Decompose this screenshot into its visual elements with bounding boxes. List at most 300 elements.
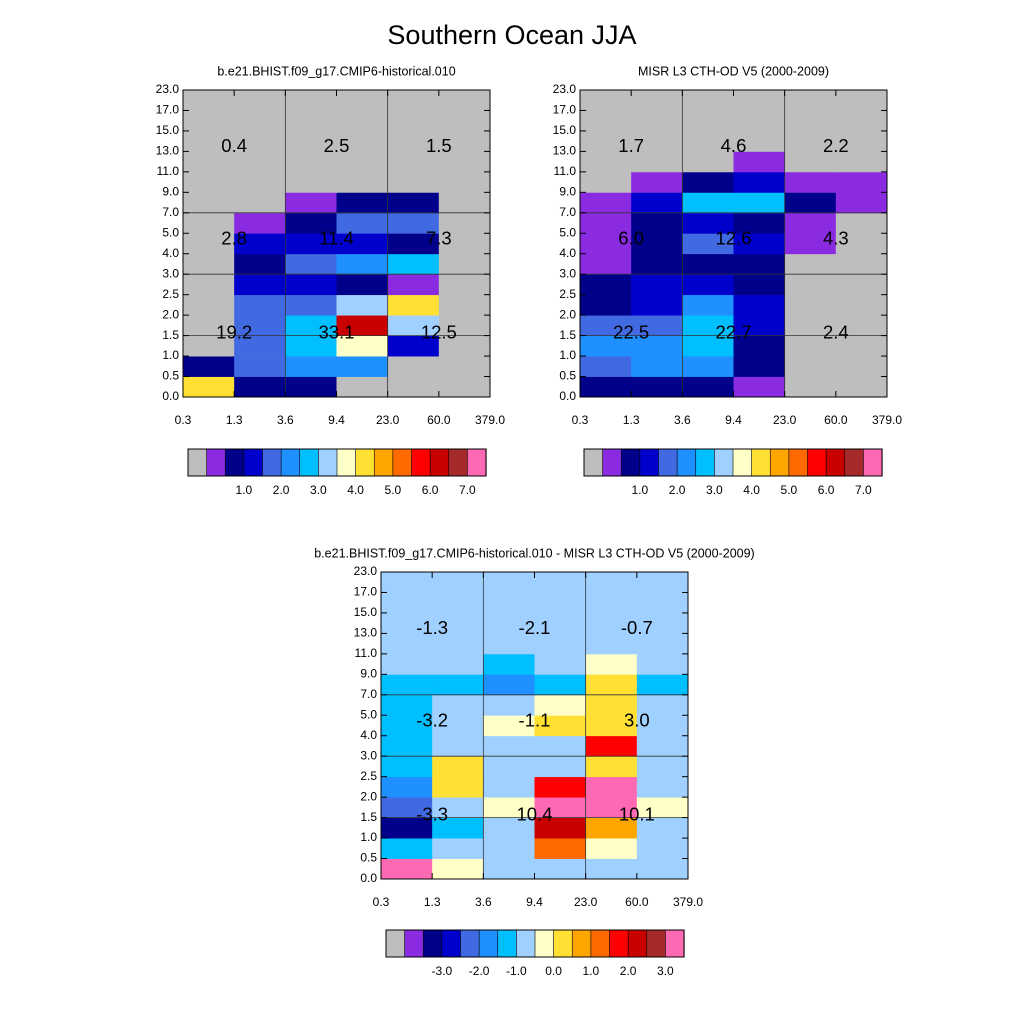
- heatmap-cell: [836, 172, 888, 193]
- colorbar-swatch: [300, 449, 319, 476]
- y-tick-label: 1.5: [162, 327, 179, 342]
- y-tick-label: 1.0: [360, 830, 377, 845]
- heatmap-cell: [785, 90, 837, 111]
- cell-annotation: 19.2: [216, 321, 253, 343]
- colorbar-label: 4.0: [347, 483, 364, 498]
- cell-annotation: 4.6: [720, 135, 747, 157]
- y-tick-label: 23.0: [353, 564, 377, 579]
- heatmap-cell: [785, 274, 837, 295]
- heatmap-cell: [381, 838, 433, 859]
- colorbar-swatch: [467, 449, 486, 476]
- heatmap-cell: [586, 859, 638, 880]
- x-tick-label: 0.3: [372, 895, 390, 910]
- heatmap-cell: [631, 377, 683, 398]
- colorbar-swatch: [665, 930, 684, 957]
- y-tick-label: 13.0: [155, 143, 179, 158]
- cell-annotation: 10.1: [618, 803, 655, 825]
- x-tick-label: 3.6: [276, 413, 294, 428]
- heatmap-cell: [388, 295, 440, 316]
- heatmap-cell: [586, 756, 638, 777]
- y-tick-label: 0.0: [162, 389, 179, 404]
- heatmap-cell: [631, 356, 683, 377]
- heatmap-cell: [836, 110, 888, 131]
- heatmap-cell: [637, 838, 689, 859]
- heatmap-cell: [337, 90, 389, 111]
- colorbar-swatch: [337, 449, 356, 476]
- heatmap-cell: [388, 110, 440, 131]
- y-tick-label: 5.0: [360, 707, 377, 722]
- colorbar-swatch: [356, 449, 375, 476]
- cell-annotation: 22.5: [613, 321, 650, 343]
- cell-annotation: -3.2: [416, 709, 449, 731]
- colorbar-label: 7.0: [459, 483, 476, 498]
- x-tick-label: 0.3: [174, 413, 192, 428]
- heatmap-cell: [586, 736, 638, 757]
- heatmap-cell: [483, 592, 535, 613]
- heatmap-cell: [483, 572, 535, 593]
- x-tick-label: 60.0: [427, 413, 451, 428]
- heatmap-cell: [586, 777, 638, 798]
- panel-title-obs: MISR L3 CTH-OD V5 (2000-2009): [637, 64, 830, 79]
- heatmap-cell: [580, 295, 632, 316]
- heatmap-cell: [388, 192, 440, 213]
- colorbar-swatch: [461, 930, 480, 957]
- heatmap-cell: [637, 592, 689, 613]
- heatmap-cell: [234, 254, 286, 275]
- heatmap-cell: [682, 295, 734, 316]
- heatmap-cell: [285, 254, 337, 275]
- heatmap-cell: [836, 356, 888, 377]
- colorbar-label: -1.0: [506, 964, 527, 979]
- heatmap-cell: [381, 859, 433, 880]
- heatmap-cell: [580, 356, 632, 377]
- heatmap-cell: [734, 295, 786, 316]
- x-tick-label: 1.3: [225, 413, 243, 428]
- heatmap-cell: [234, 274, 286, 295]
- y-tick-label: 1.5: [360, 809, 377, 824]
- cell-annotation: 7.3: [425, 227, 452, 249]
- heatmap-cell: [535, 756, 587, 777]
- heatmap-cell: [631, 172, 683, 193]
- x-tick-label: 1.3: [622, 413, 640, 428]
- heatmap-cell: [734, 90, 786, 111]
- heatmap-cell: [682, 110, 734, 131]
- heatmap-cell: [285, 192, 337, 213]
- heatmap-cell: [483, 674, 535, 695]
- colorbar-label: -3.0: [431, 964, 453, 979]
- y-tick-label: 2.0: [162, 307, 179, 322]
- heatmap-cell: [337, 274, 389, 295]
- colorbar-swatch: [412, 449, 431, 476]
- heatmap-cell: [580, 110, 632, 131]
- colorbar-swatch: [207, 449, 226, 476]
- colorbar-swatch: [374, 449, 393, 476]
- y-tick-label: 1.0: [559, 348, 576, 363]
- x-tick-label: 23.0: [573, 895, 598, 910]
- heatmap-cell: [432, 777, 484, 798]
- heatmap-cell: [631, 295, 683, 316]
- heatmap-cell: [439, 192, 491, 213]
- heatmap-cell: [580, 377, 632, 398]
- colorbar-swatch: [442, 930, 461, 957]
- y-tick-label: 4.0: [162, 245, 179, 260]
- colorbar-swatch: [430, 449, 449, 476]
- heatmap-cell: [631, 192, 683, 213]
- heatmap-cell: [586, 592, 638, 613]
- colorbar-swatch: [770, 449, 789, 476]
- cell-annotation: 10.4: [516, 803, 553, 825]
- heatmap-cell: [637, 654, 689, 675]
- heatmap-cell: [637, 736, 689, 757]
- heatmap-cell: [439, 254, 491, 275]
- panel-title-model: b.e21.BHIST.f09_g17.CMIP6-historical.010: [217, 64, 456, 79]
- heatmap-cell: [785, 192, 837, 213]
- y-tick-label: 2.5: [162, 286, 179, 301]
- heatmap-cell: [183, 90, 235, 111]
- cell-annotation: 1.7: [618, 135, 645, 157]
- heatmap-cell: [234, 377, 286, 398]
- cell-annotation: 3.0: [623, 709, 650, 731]
- x-tick-label: 3.6: [673, 413, 691, 428]
- colorbar-swatch: [449, 449, 468, 476]
- y-tick-label: 15.0: [353, 605, 377, 620]
- y-tick-label: 2.5: [360, 768, 377, 783]
- y-tick-label: 2.0: [360, 789, 377, 804]
- heatmap-cell: [586, 572, 638, 593]
- y-tick-label: 5.0: [162, 225, 179, 240]
- cell-annotation: -3.3: [416, 803, 449, 825]
- heatmap-cell: [432, 654, 484, 675]
- heatmap-cell: [682, 90, 734, 111]
- cell-annotation: -2.1: [518, 617, 551, 639]
- heatmap-cell: [439, 172, 491, 193]
- y-tick-label: 0.5: [162, 368, 179, 383]
- heatmap-cell: [439, 356, 491, 377]
- colorbar-swatch: [610, 930, 629, 957]
- heatmap-cell: [734, 254, 786, 275]
- heatmap-cell: [637, 674, 689, 695]
- heatmap-cell: [388, 90, 440, 111]
- colorbar-swatch: [188, 449, 207, 476]
- cell-annotation: 2.5: [323, 135, 350, 157]
- colorbar-swatch: [281, 449, 300, 476]
- colorbar-swatch: [516, 930, 535, 957]
- colorbar-label: 1.0: [235, 483, 253, 498]
- heatmap-cell: [234, 172, 286, 193]
- heatmap-cell: [183, 172, 235, 193]
- colorbar-swatch: [554, 930, 573, 957]
- colorbar-swatch: [584, 449, 603, 476]
- heatmap-cell: [483, 756, 535, 777]
- heatmap-cell: [785, 172, 837, 193]
- x-tick-label: 60.0: [824, 413, 848, 428]
- heatmap-cell: [432, 674, 484, 695]
- y-tick-label: 0.0: [559, 389, 576, 404]
- heatmap-cell: [836, 192, 888, 213]
- cell-annotation: 12.6: [715, 227, 752, 249]
- heatmap-cell: [734, 192, 786, 213]
- heatmap-cell: [535, 838, 587, 859]
- y-tick-label: 4.0: [559, 245, 576, 260]
- heatmap-cell: [337, 295, 389, 316]
- heatmap-cell: [586, 674, 638, 695]
- heatmap-cell: [337, 356, 389, 377]
- colorbar-label: 4.0: [743, 483, 760, 498]
- heatmap-cell: [631, 254, 683, 275]
- x-tick-label: 0.3: [571, 413, 589, 428]
- heatmap-cell: [285, 356, 337, 377]
- colorbar-swatch: [677, 449, 696, 476]
- heatmap-cell: [183, 254, 235, 275]
- colorbar-swatch: [752, 449, 771, 476]
- heatmap-cell: [586, 838, 638, 859]
- colorbar-swatch: [845, 449, 864, 476]
- heatmap-cell: [432, 592, 484, 613]
- y-tick-label: 13.0: [552, 143, 576, 158]
- heatmap-cell: [234, 90, 286, 111]
- colorbar-label: -2.0: [468, 964, 490, 979]
- heatmap-cell: [432, 859, 484, 880]
- heatmap-cell: [580, 90, 632, 111]
- heatmap-cell: [580, 172, 632, 193]
- heatmap-cell: [439, 274, 491, 295]
- cell-annotation: 2.4: [822, 321, 849, 343]
- y-tick-label: 17.0: [552, 102, 576, 117]
- heatmap-cell: [381, 736, 433, 757]
- colorbar-swatch: [498, 930, 517, 957]
- heatmap-cell: [682, 377, 734, 398]
- heatmap-cell: [836, 274, 888, 295]
- panel-title-difference: b.e21.BHIST.f09_g17.CMIP6-historical.010 - MISR L3 CTH-OD V5 (2000-2009): [314, 546, 755, 561]
- heatmap-cell: [388, 172, 440, 193]
- heatmap-cell: [337, 172, 389, 193]
- heatmap-cell: [734, 110, 786, 131]
- cell-annotation: 11.4: [319, 227, 354, 249]
- y-tick-label: 7.0: [559, 204, 576, 219]
- heatmap-cell: [285, 172, 337, 193]
- y-tick-label: 15.0: [155, 123, 179, 138]
- colorbar-swatch: [733, 449, 752, 476]
- heatmap-cell: [234, 110, 286, 131]
- y-tick-label: 1.0: [162, 348, 179, 363]
- colorbar-label: 2.0: [619, 964, 637, 979]
- colorbar-label: 6.0: [817, 483, 835, 498]
- heatmap-cell: [637, 756, 689, 777]
- cell-annotation: 22.7: [715, 321, 752, 343]
- cell-annotation: 4.3: [822, 227, 849, 249]
- heatmap-cell: [785, 295, 837, 316]
- heatmap-cell: [381, 572, 433, 593]
- heatmap-cell: [285, 377, 337, 398]
- heatmap-cell: [734, 172, 786, 193]
- heatmap-cell: [682, 356, 734, 377]
- y-tick-label: 23.0: [155, 82, 179, 97]
- heatmap-cell: [682, 172, 734, 193]
- heatmap-cell: [432, 736, 484, 757]
- heatmap-cell: [631, 90, 683, 111]
- y-tick-label: 11.0: [156, 164, 179, 179]
- heatmap-cell: [836, 254, 888, 275]
- colorbar-swatch: [714, 449, 733, 476]
- cell-annotation: 2.2: [822, 135, 849, 157]
- heatmap-cell: [381, 654, 433, 675]
- heatmap-cell: [785, 254, 837, 275]
- heatmap-cell: [483, 859, 535, 880]
- heatmap-cell: [682, 192, 734, 213]
- y-tick-label: 0.0: [360, 871, 377, 886]
- heatmap-cell: [337, 110, 389, 131]
- heatmap-cell: [439, 110, 491, 131]
- colorbar-swatch: [405, 930, 424, 957]
- x-tick-label: 9.4: [526, 895, 543, 910]
- colorbar-swatch: [603, 449, 622, 476]
- heatmap-cell: [535, 674, 587, 695]
- x-tick-label: 379.0: [871, 413, 903, 428]
- heatmap-cell: [586, 654, 638, 675]
- heatmap-cell: [836, 295, 888, 316]
- heatmap-cell: [535, 654, 587, 675]
- y-tick-label: 7.0: [360, 686, 377, 701]
- colorbar-swatch: [659, 449, 678, 476]
- colorbar-label: 0.0: [545, 964, 562, 979]
- heatmap-cell: [285, 274, 337, 295]
- heatmap-cell: [535, 859, 587, 880]
- heatmap-cell: [388, 254, 440, 275]
- heatmap-cell: [483, 838, 535, 859]
- x-tick-label: 3.6: [474, 895, 492, 910]
- heatmap-cell: [388, 356, 440, 377]
- colorbar-swatch: [423, 930, 442, 957]
- heatmap-cell: [785, 377, 837, 398]
- heatmap-cell: [439, 377, 491, 398]
- y-tick-label: 0.5: [360, 850, 377, 865]
- x-tick-label: 9.4: [725, 413, 742, 428]
- colorbar-swatch: [572, 930, 591, 957]
- heatmap-cell: [637, 572, 689, 593]
- heatmap-cell: [183, 295, 235, 316]
- colorbar-label: 2.0: [668, 483, 686, 498]
- y-tick-label: 3.0: [360, 748, 377, 763]
- colorbar-swatch: [808, 449, 827, 476]
- x-tick-label: 379.0: [672, 895, 704, 910]
- y-tick-label: 4.0: [360, 727, 377, 742]
- heatmap-cell: [483, 654, 535, 675]
- heatmap-cell: [785, 110, 837, 131]
- heatmap-cell: [337, 192, 389, 213]
- y-tick-label: 0.5: [559, 368, 576, 383]
- heatmap-cell: [183, 356, 235, 377]
- colorbar-swatch: [225, 449, 244, 476]
- colorbar-label: 7.0: [855, 483, 872, 498]
- heatmap-cell: [836, 377, 888, 398]
- heatmap-cell: [637, 859, 689, 880]
- heatmap-cell: [631, 274, 683, 295]
- heatmap-cell: [535, 572, 587, 593]
- colorbar-label: 1.0: [582, 964, 600, 979]
- colorbar-swatch: [826, 449, 845, 476]
- cell-annotation: -0.7: [620, 617, 653, 639]
- heatmap-cell: [580, 254, 632, 275]
- y-tick-label: 11.0: [354, 646, 377, 661]
- heatmap-cell: [836, 90, 888, 111]
- y-tick-label: 9.0: [162, 184, 179, 199]
- y-tick-label: 11.0: [553, 164, 576, 179]
- colorbar-label: 3.0: [706, 483, 723, 498]
- y-tick-label: 17.0: [353, 584, 377, 599]
- y-tick-label: 7.0: [162, 204, 179, 219]
- cell-annotation: -1.1: [518, 709, 551, 731]
- heatmap-cell: [785, 356, 837, 377]
- heatmap-cell: [285, 110, 337, 131]
- heatmap-cell: [439, 295, 491, 316]
- heatmap-cell: [580, 274, 632, 295]
- colorbar-swatch: [789, 449, 808, 476]
- heatmap-cell: [234, 356, 286, 377]
- y-tick-label: 17.0: [155, 102, 179, 117]
- heatmap-cell: [483, 736, 535, 757]
- y-tick-label: 3.0: [559, 266, 576, 281]
- x-tick-label: 9.4: [328, 413, 345, 428]
- heatmap-cell: [734, 274, 786, 295]
- heatmap-cell: [631, 110, 683, 131]
- heatmap-cell: [285, 90, 337, 111]
- colorbar-swatch: [591, 930, 610, 957]
- x-tick-label: 60.0: [625, 895, 649, 910]
- heatmap-cell: [234, 295, 286, 316]
- y-tick-label: 3.0: [162, 266, 179, 281]
- colorbar-swatch: [393, 449, 412, 476]
- cell-annotation: 6.0: [618, 227, 645, 249]
- colorbar-swatch: [263, 449, 282, 476]
- x-tick-label: 1.3: [423, 895, 441, 910]
- colorbar-swatch: [318, 449, 337, 476]
- heatmap-cell: [183, 274, 235, 295]
- heatmap-cell: [183, 377, 235, 398]
- heatmap-cell: [535, 736, 587, 757]
- heatmap-cell: [285, 295, 337, 316]
- heatmap-cell: [637, 777, 689, 798]
- cell-annotation: 2.8: [221, 227, 248, 249]
- colorbar-label: 5.0: [384, 483, 402, 498]
- y-tick-label: 13.0: [353, 625, 377, 640]
- heatmap-cell: [682, 254, 734, 275]
- x-tick-label: 23.0: [375, 413, 400, 428]
- colorbar-swatch: [863, 449, 882, 476]
- heatmap-cell: [381, 592, 433, 613]
- heatmap-cell: [535, 592, 587, 613]
- heatmap-cell: [337, 254, 389, 275]
- heatmap-cell: [381, 674, 433, 695]
- colorbar-swatch: [640, 449, 659, 476]
- y-tick-label: 9.0: [559, 184, 576, 199]
- colorbar-swatch: [628, 930, 647, 957]
- colorbar-swatch: [535, 930, 554, 957]
- heatmap-cell: [337, 377, 389, 398]
- y-tick-label: 1.5: [559, 327, 576, 342]
- heatmap-cell: [234, 192, 286, 213]
- colorbar-label: 2.0: [272, 483, 290, 498]
- colorbar-label: 5.0: [780, 483, 798, 498]
- heatmap-cell: [381, 777, 433, 798]
- colorbar-swatch: [386, 930, 405, 957]
- y-tick-label: 9.0: [360, 666, 377, 681]
- heatmap-cell: [432, 572, 484, 593]
- heatmap-cell: [183, 192, 235, 213]
- y-tick-label: 15.0: [552, 123, 576, 138]
- heatmap-cell: [439, 90, 491, 111]
- heatmap-cell: [432, 838, 484, 859]
- heatmap-cell: [535, 777, 587, 798]
